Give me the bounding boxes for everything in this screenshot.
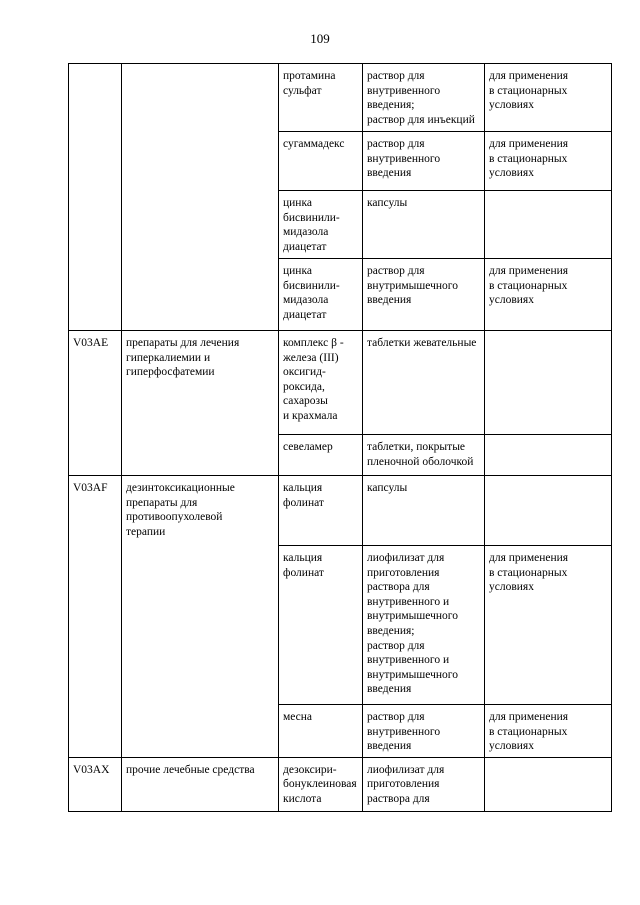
group-name-cell: препараты для лечения гиперкалиемии и гиперфосфатемии: [122, 331, 279, 476]
dosage-form-cell: лиофилизат для приготовления раствора для: [363, 757, 485, 811]
drug-name-cell: протамина сульфат: [279, 64, 363, 132]
drug-name-cell: кальция фолинат: [279, 476, 363, 546]
dosage-form-cell: капсулы: [363, 191, 485, 259]
note-cell: [485, 331, 612, 435]
dosage-form-cell: таблетки, покрытые пленочной оболочкой: [363, 435, 485, 476]
drug-name-cell: севеламер: [279, 435, 363, 476]
atc-code-cell: V03AE: [69, 331, 122, 476]
drug-name-cell: комплекс β - железа (III) оксигид- роксида, сахарозы и крахмала: [279, 331, 363, 435]
dosage-form-cell: раствор для внутримышечного введения: [363, 259, 485, 331]
note-cell: для применения в стационарных условиях: [485, 546, 612, 705]
drug-name-cell: месна: [279, 705, 363, 758]
atc-code-cell: V03AF: [69, 476, 122, 758]
note-cell: [485, 476, 612, 546]
dosage-form-cell: раствор для внутривенного введения: [363, 705, 485, 758]
drug-name-cell: дезоксири- бонуклеиновая кислота: [279, 757, 363, 811]
note-cell: для применения в стационарных условиях: [485, 64, 612, 132]
table-row: [69, 476, 612, 546]
dosage-form-cell: капсулы: [363, 476, 485, 546]
note-cell: [485, 757, 612, 811]
drug-name-cell: сугаммадекс: [279, 132, 363, 191]
note-cell: для применения в стационарных условиях: [485, 705, 612, 758]
table-row: [69, 757, 612, 811]
page-number: 109: [310, 31, 330, 46]
note-cell: для применения в стационарных условиях: [485, 132, 612, 191]
drug-name-cell: цинка бисвинили- мидазола диацетат: [279, 259, 363, 331]
note-cell: для применения в стационарных условиях: [485, 259, 612, 331]
note-cell: [485, 435, 612, 476]
drug-table: [68, 63, 612, 812]
group-name-cell: дезинтоксикационные препараты для противоопухолевой терапии: [122, 476, 279, 758]
drug-name-cell: кальция фолинат: [279, 546, 363, 705]
table-row: [69, 64, 612, 132]
dosage-form-cell: таблетки жевательные: [363, 331, 485, 435]
group-name-cell: прочие лечебные средства: [122, 757, 279, 811]
drug-name-cell: цинка бисвинили- мидазола диацетат: [279, 191, 363, 259]
dosage-form-cell: раствор для внутривенного введения: [363, 132, 485, 191]
group-name-cell: [122, 64, 279, 331]
atc-code-cell: V03AX: [69, 757, 122, 811]
atc-code-cell: [69, 64, 122, 331]
note-cell: [485, 191, 612, 259]
dosage-form-cell: раствор для внутривенного введения; раствор для инъекций: [363, 64, 485, 132]
table-row: [69, 331, 612, 435]
dosage-form-cell: лиофилизат для приготовления раствора для внутривенного и внутримышечного введения; раствор для внутривенного и внутримышечного введения: [363, 546, 485, 705]
